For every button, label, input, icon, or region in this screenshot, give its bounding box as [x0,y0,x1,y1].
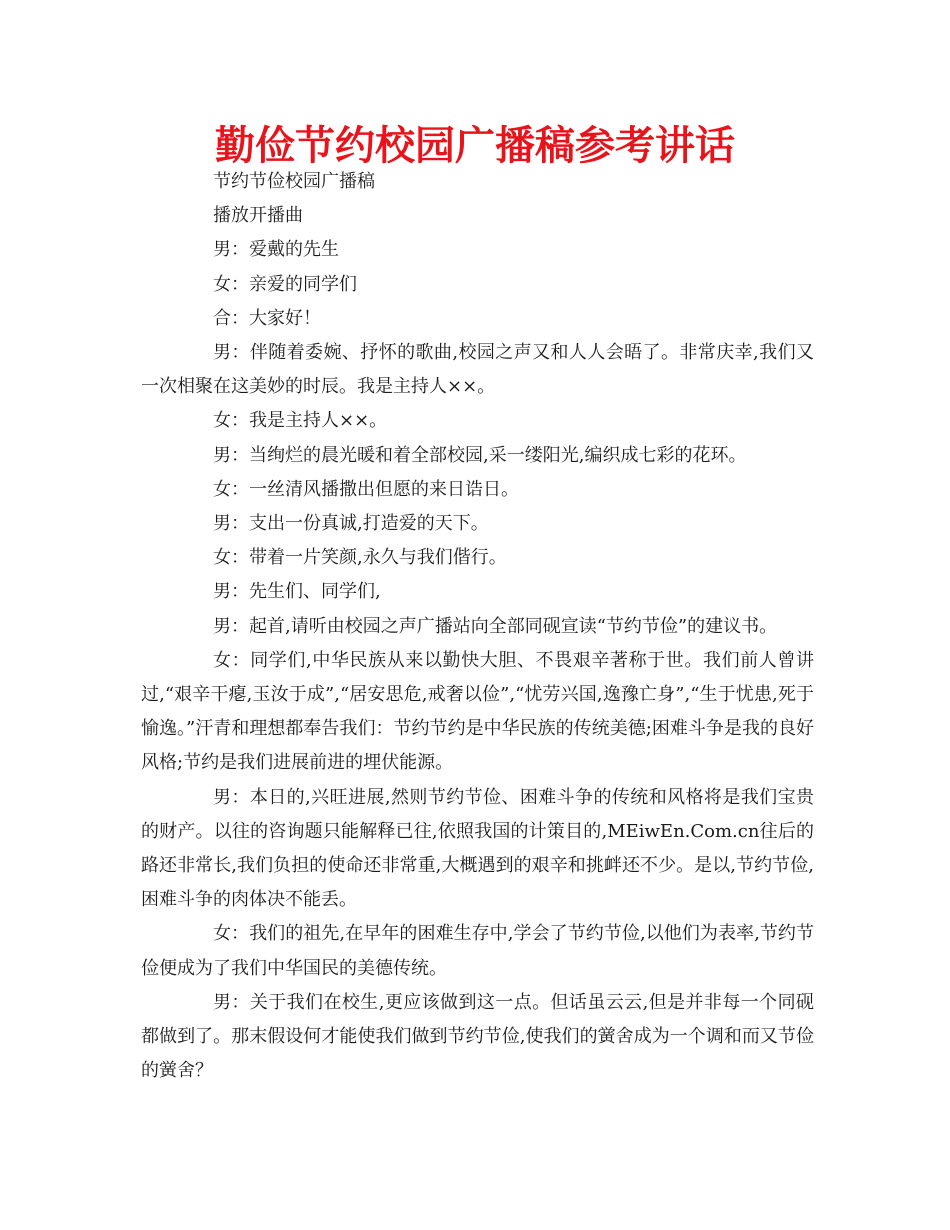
paragraph: 男：本日的,兴旺进展,然则节约节俭、困难斗争的传统和风格将是我们宝贵的财产。以往的咨询题只能解释已往,依照我国的计策目的,MEiwEn.Com.cn往后的路还非常长,我们负担的使命还非常重,大概遇到的艰辛和挑衅还不少。是以,节约节俭,困难斗争的肉体决不能丢。 [141,786,814,911]
paragraph: 男：支出一份真诚,打造爱的天下。 [213,513,489,535]
paragraph: 男：伴随着委婉、抒怀的歌曲,校园之声又和人人会晤了。非常庆幸,我们又一次相聚在这美妙的时辰。我是主持人××。 [141,342,814,398]
paragraph: 男：当绚烂的晨光暖和着全部校园,采一缕阳光,编织成七彩的花环。 [213,444,747,466]
paragraph: 男：先生们、同学们, [213,581,381,603]
paragraph: 女：一丝清风播撒出但愿的来日诰日。 [213,478,519,500]
paragraph: 女：亲爱的同学们 [213,273,357,295]
document-title: 勤俭节约校园广播稿参考讲话 [215,123,735,169]
paragraph: 男：起首,请听由校园之声广播站向全部同砚宣读“节约节俭”的建议书。 [213,615,778,637]
paragraph: 播放开播曲 [213,205,303,227]
paragraph: 男：爱戴的先生 [213,239,339,261]
paragraph: 女：我是主持人××。 [213,410,388,432]
document-body [141,165,814,1088]
paragraph: 女：带着一片笑颜,永久与我们偕行。 [213,547,507,569]
paragraph: 男：关于我们在校生,更应该做到这一点。但话虽云云,但是并非每一个同砚都做到了。那末假设何才能使我们做到节约节俭,使我们的黉舍成为一个调和而又节俭的黉舍？ [141,991,814,1082]
paragraph: 节约节俭校园广播稿 [213,171,375,192]
paragraph: 合：大家好！ [213,307,321,329]
paragraph: 女：我们的祖先,在早年的困难生存中,学会了节约节俭,以他们为表率,节约节俭便成为了我们中华国民的美德传统。 [141,923,814,979]
paragraph: 女：同学们,中华民族从来以勤快大胆、不畏艰辛著称于世。我们前人曾讲过,“艰辛干瘪,玉汝于成”,“居安思危,戒奢以俭”,“忧劳兴国,逸豫亡身”,“生于忧患,死于愉逸。”汗青和理想都奉告我们：节约节约是中华民族的传统美德;困难斗争是我的良好风格;节约是我们进展前进的埋伏能源。 [141,649,814,774]
